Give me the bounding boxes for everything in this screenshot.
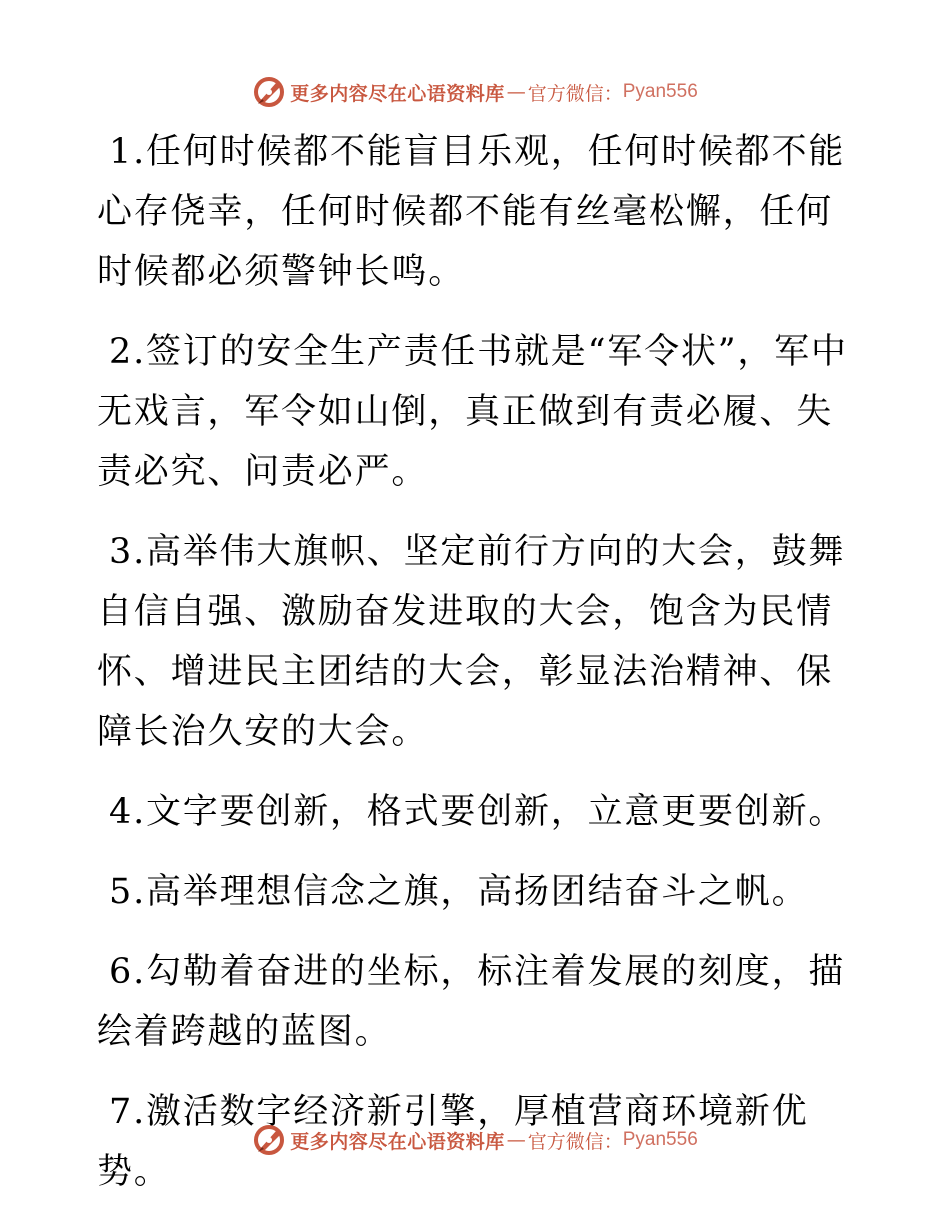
header-wechat-label: 官方微信： xyxy=(527,82,623,105)
header-wechat-id: Pyan556 xyxy=(622,81,698,102)
footer-wechat-label: 官方微信： xyxy=(527,1130,623,1153)
header-site-name: 更多内容尽在心语资料库 xyxy=(290,82,505,105)
footer-separator: — xyxy=(506,1129,526,1151)
header-separator: — xyxy=(506,81,526,103)
paragraph-6: 6.勾勒着奋进的坐标，标注着发展的刻度，描绘着跨越的蓝图。 xyxy=(97,952,846,1052)
paragraph-2: 2.签订的安全生产责任书就是“军令状”，军中无戏言，军令如山倒，真正做到有责必履、失责必究、问责必严。 xyxy=(97,332,848,492)
footer-wechat-id: Pyan556 xyxy=(622,1129,698,1150)
footer-site-name: 更多内容尽在心语资料库 xyxy=(290,1130,505,1153)
pen-logo-icon xyxy=(252,75,286,109)
paragraph-4: 4.文字要创新，格式要创新，立意更要创新。 xyxy=(109,792,846,832)
paragraph-5: 5.高举理想信念之旗，高扬团结奋斗之帆。 xyxy=(109,872,809,912)
document-body xyxy=(97,122,857,1222)
paragraph-1: 1.任何时候都不能盲目乐观，任何时候都不能心存侥幸，任何时候都不能有丝毫松懈，任何时候都必须警钟长鸣。 xyxy=(97,132,846,292)
footer-banner xyxy=(0,1120,950,1160)
paragraph-7: 7.激活数字经济新引擎，厚植营商环境新优势。 xyxy=(97,1092,809,1192)
pen-logo-icon xyxy=(252,1123,286,1157)
paragraph-3: 3.高举伟大旗帜、坚定前行方向的大会，鼓舞自信自强、激励奋发进取的大会，饱含为民情怀、增进民主团结的大会，彰显法治精神、保障长治久安的大会。 xyxy=(97,532,846,752)
header-banner xyxy=(0,72,950,112)
